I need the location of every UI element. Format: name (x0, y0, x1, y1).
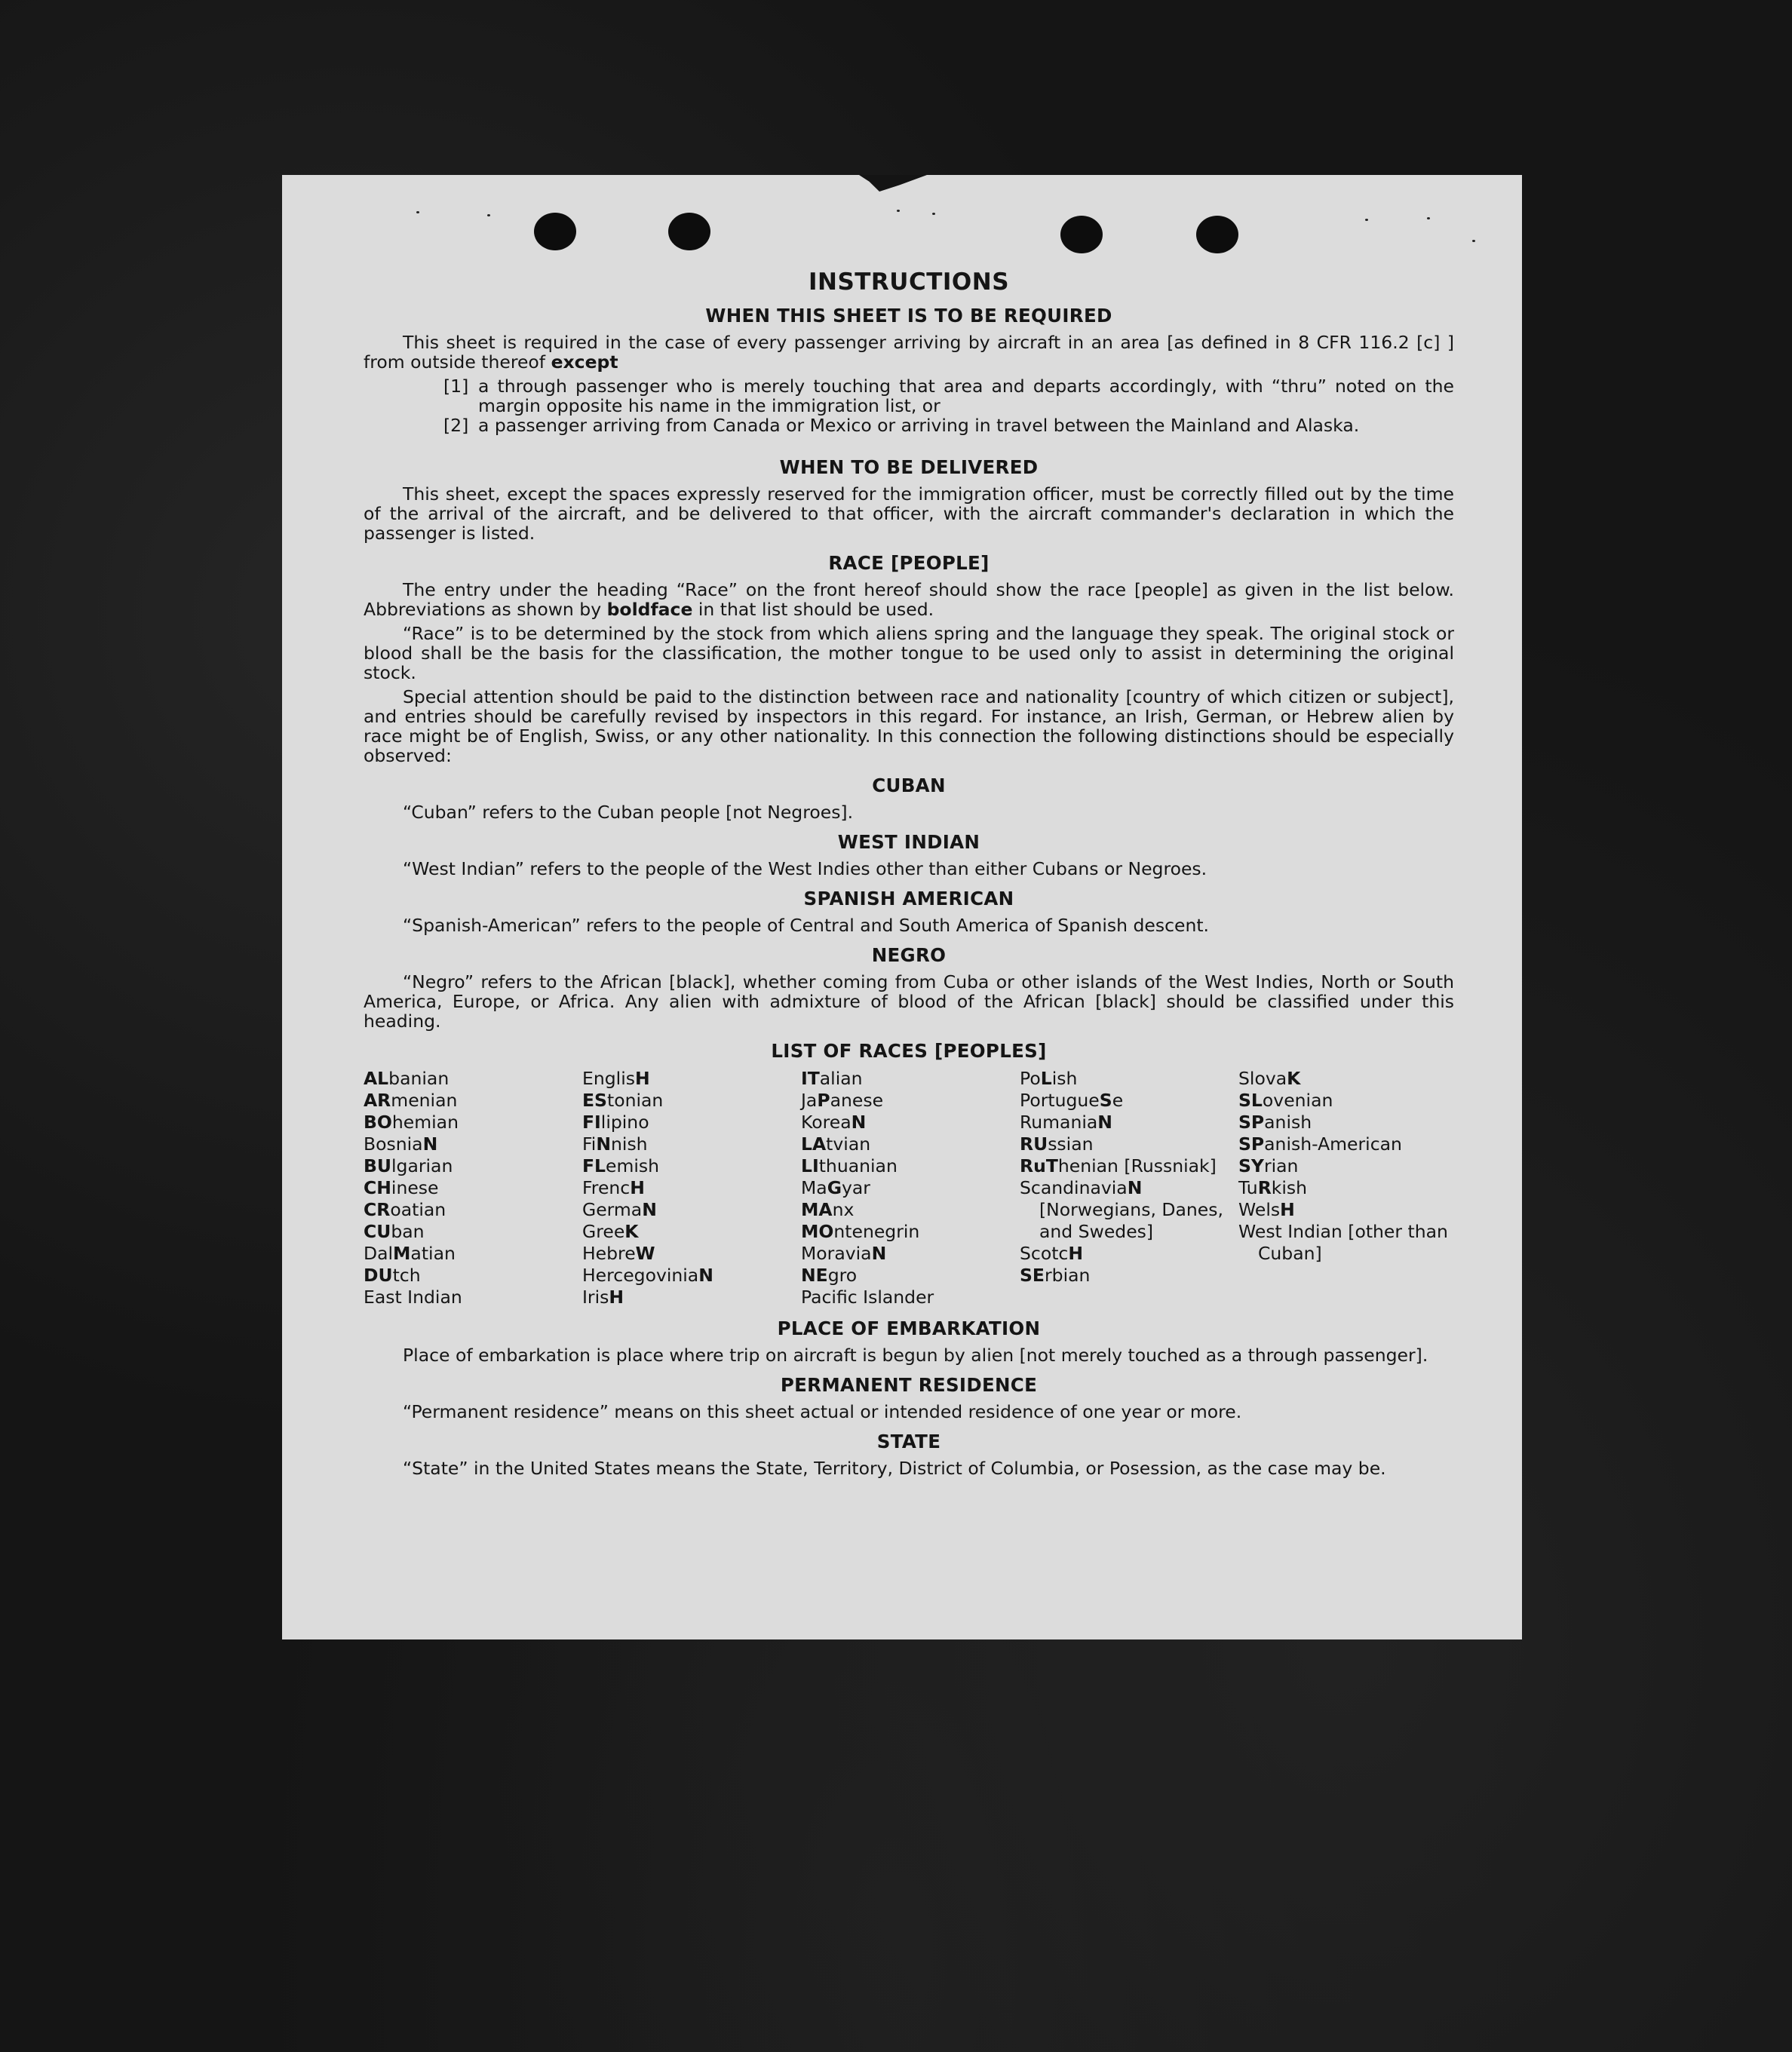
race-paragraph-3: Special attention should be paid to the distinction between race and nationality [country of which citizen or subject], and entries should be carefully revised by inspectors in this regard. For instance, an Irish, German, or Hebrew alien by race might be of English, Swiss, or any other nationality. In this connection the following distinctions should be especially observed: (364, 686, 1454, 766)
race-entry: EStonian (582, 1090, 664, 1111)
race-entry: HebreW (582, 1243, 655, 1264)
race-paragraph-2: “Race” is to be determined by the stock from which aliens spring and the language they speak. The original stock or blood shall be the basis for the classification, the mother tongue to be used only to assist in determining the original stock. (364, 623, 1454, 683)
race-entry: PoLish (1020, 1068, 1078, 1089)
speck (1472, 240, 1475, 242)
cuban-text: “Cuban” refers to the Cuban people [not Negroes]. (403, 802, 854, 823)
races-column (1238, 1068, 1457, 1308)
exception-list (364, 376, 1454, 435)
heading-west-indian: WEST INDIAN (837, 831, 980, 853)
heading-state: STATE (876, 1431, 941, 1452)
race-entry: SLovenian (1238, 1090, 1333, 1111)
race-entry: FLemish (582, 1155, 660, 1176)
race-entry: MaGyar (801, 1177, 870, 1198)
race-entry: ITalian (801, 1068, 863, 1089)
race-entry: FiNnish (582, 1133, 648, 1155)
heading-race: RACE [PEOPLE] (828, 552, 990, 574)
west-indian-text: “West Indian” refers to the people of the West Indies other than either Cubans or Negroes. (403, 858, 1207, 879)
heading-delivered: WHEN TO BE DELIVERED (779, 456, 1039, 478)
speck (932, 213, 935, 215)
race-entry: GreeK (582, 1221, 639, 1242)
speck (1427, 217, 1430, 219)
race-entry: East Indian (364, 1287, 462, 1308)
negro-text: “Negro” refers to the African [black], whether coming from Cuba or other islands of the West Indies, North or South America, Europe, or Africa. Any alien with admixture of blood of the African [black] should be classified under this heading. (364, 971, 1454, 1032)
race-entry: MAnx (801, 1199, 855, 1220)
races-column (364, 1068, 582, 1308)
heading-spanish-american: SPANISH AMERICAN (803, 888, 1014, 909)
race-entry: DalMatian (364, 1243, 456, 1264)
race-entry: RumaniaN (1020, 1112, 1112, 1133)
race-entry: FIlipino (582, 1112, 649, 1133)
race-entry: SYrian (1238, 1155, 1299, 1176)
instructions-content (364, 268, 1454, 1483)
race-entry: West Indian [other than Cuban] (1238, 1221, 1448, 1264)
race-entry: MoraviaN (801, 1243, 887, 1264)
race-entry: LAtvian (801, 1133, 871, 1155)
race-entry: IrisH (582, 1287, 624, 1308)
punch-hole (534, 213, 576, 250)
race-entry: TuRkish (1238, 1177, 1308, 1198)
punch-hole (1060, 216, 1103, 253)
race-entry: RuThenian [Russniak] (1020, 1155, 1217, 1176)
required-intro: This sheet is required in the case of every passenger arriving by aircraft in an area [as defined in 8 CFR 116.2 [c] ] from outside thereof except (364, 332, 1454, 373)
race-entry: KoreaN (801, 1112, 867, 1133)
race-entry: GermaN (582, 1199, 657, 1220)
heading-negro: NEGRO (871, 944, 947, 966)
race-entry: SPanish-American (1238, 1133, 1402, 1155)
exception-item: [2] a passenger arriving from Canada or Mexico or arriving in travel between the Mainland and Alaska. (443, 415, 1360, 436)
race-entry: SlovaK (1238, 1068, 1301, 1089)
races-column (582, 1068, 801, 1308)
race-entry: CHinese (364, 1177, 439, 1198)
heading-list-of-races: LIST OF RACES [PEOPLES] (771, 1040, 1047, 1062)
race-entry: ScotcH (1020, 1243, 1084, 1264)
race-entry: PortugueSe (1020, 1090, 1124, 1111)
residence-text: “Permanent residence” means on this sheet actual or intended residence of one year or more. (403, 1401, 1242, 1422)
race-entry: ALbanian (364, 1068, 450, 1089)
race-entry: ARmenian (364, 1090, 458, 1111)
race-paragraph-1: The entry under the heading “Race” on the front hereof should show the race [people] as given in the list below. Abbreviations as shown by boldface in that list should be used. (364, 579, 1454, 620)
race-entry: MOntenegrin (801, 1221, 920, 1242)
instruction-sheet (282, 175, 1522, 1639)
race-entry: EnglisH (582, 1068, 650, 1089)
page-title: INSTRUCTIONS (808, 268, 1010, 296)
race-entry: RUssian (1020, 1133, 1094, 1155)
speck (1365, 219, 1368, 221)
race-entry: NEgro (801, 1265, 858, 1286)
heading-embarkation: PLACE OF EMBARKATION (777, 1317, 1041, 1339)
race-entry: BosniaN (364, 1133, 438, 1155)
race-entry: HercegoviniaN (582, 1265, 713, 1286)
race-entry: LIthuanian (801, 1155, 898, 1176)
heading-cuban: CUBAN (872, 774, 946, 796)
races-list (364, 1068, 1454, 1308)
races-column (801, 1068, 1020, 1308)
races-column (1020, 1068, 1238, 1308)
race-entry: ScandinaviaN [Norwegians, Danes, and Swedes] (1020, 1177, 1223, 1242)
punch-hole (1196, 216, 1238, 253)
race-entry: FrencH (582, 1177, 645, 1198)
race-entry: BUlgarian (364, 1155, 453, 1176)
embarkation-text: Place of embarkation is place where trip on aircraft is begun by alien [not merely touched as a through passenger]. (403, 1345, 1428, 1366)
speck (416, 211, 419, 213)
speck (897, 210, 900, 212)
heading-residence: PERMANENT RESIDENCE (780, 1374, 1038, 1396)
heading-required: WHEN THIS SHEET IS TO BE REQUIRED (705, 305, 1112, 327)
punch-hole (668, 213, 710, 250)
race-entry: JaPanese (801, 1090, 884, 1111)
speck (487, 214, 490, 216)
exception-item: [1] a through passenger who is merely touching that area and departs accordingly, with “thru” noted on the margin opposite his name in the immigration list, or (443, 376, 1454, 416)
spanish-american-text: “Spanish-American” refers to the people of Central and South America of Spanish descent. (403, 915, 1210, 936)
race-entry: SErbian (1020, 1265, 1091, 1286)
race-entry: CRoatian (364, 1199, 446, 1220)
race-entry: WelsH (1238, 1199, 1295, 1220)
state-text: “State” in the United States means the State, Territory, District of Columbia, or Posession, as the case may be. (403, 1458, 1386, 1479)
race-entry: Pacific Islander (801, 1287, 934, 1308)
race-entry: DUtch (364, 1265, 421, 1286)
paper-tear (859, 175, 927, 192)
race-entry: BOhemian (364, 1112, 459, 1133)
race-entry: CUban (364, 1221, 425, 1242)
delivered-text: This sheet, except the spaces expressly reserved for the immigration officer, must be correctly filled out by the time of the arrival of the aircraft, and be delivered to that officer, with the aircraft commander's declaration in which the passenger is listed. (364, 483, 1454, 544)
race-entry: SPanish (1238, 1112, 1312, 1133)
